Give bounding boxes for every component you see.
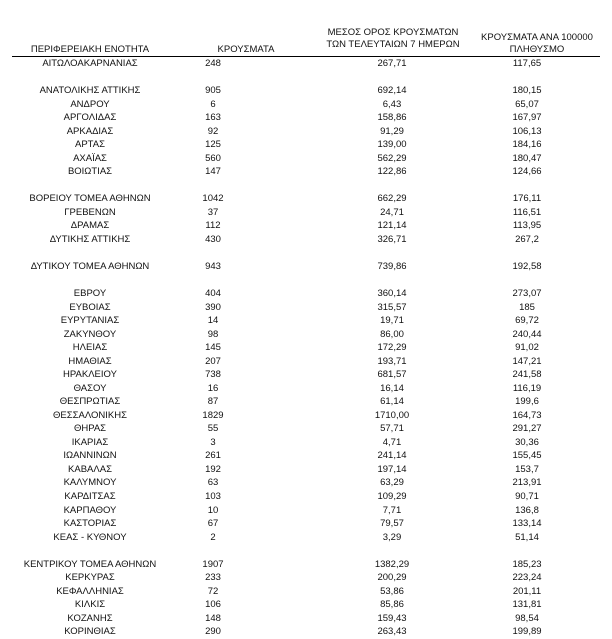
header-avg7-line1: ΜΕΣΟΣ ΟΡΟΣ ΚΡΟΥΣΜΑΤΩΝ [327, 27, 459, 38]
avg7-cell: 24,71 [380, 206, 404, 218]
region-cell: ΔΥΤΙΚΟΥ ΤΟΜΕΑ ΑΘΗΝΩΝ [30, 260, 150, 272]
header-avg7 [318, 27, 468, 51]
header-region: ΠΕΡΙΦΕΡΕΙΑΚΗ ΕΝΟΤΗΤΑ [30, 44, 150, 55]
table-row [0, 98, 612, 112]
avg7-cell: 172,29 [377, 342, 407, 354]
avg7-cell: 4,71 [382, 436, 402, 448]
cases-cell: 261 [205, 450, 221, 462]
per100k-cell: 113,95 [512, 220, 542, 232]
header-avg7-line2: ΤΩΝ ΤΕΛΕΥΤΑΙΩΝ 7 ΗΜΕΡΩΝ [326, 39, 460, 50]
avg7-cell: 63,29 [380, 477, 404, 489]
avg7-cell: 6,43 [382, 98, 402, 110]
cases-cell: 390 [205, 301, 221, 313]
table-row [0, 301, 612, 315]
region-cell: ΕΥΒΟΙΑΣ [69, 301, 111, 313]
per100k-cell: 291,27 [512, 423, 542, 435]
region-cell: ΑΡΚΑΔΙΑΣ [66, 125, 114, 137]
avg7-cell: 7,71 [382, 504, 402, 516]
header-per100k-line2: ΠΛΗΘΥΣΜΟ [509, 44, 565, 55]
avg7-cell: 197,14 [377, 463, 407, 475]
region-cell: ΚΟΖΑΝΗΣ [67, 612, 113, 624]
cases-cell: 163 [205, 112, 221, 124]
avg7-cell: 1710,00 [374, 409, 410, 421]
table-spacer-row [0, 71, 612, 85]
region-cell: ΚΟΡΙΝΘΙΑΣ [64, 626, 116, 638]
per100k-cell: 136,8 [515, 504, 539, 516]
avg7-cell: 739,86 [377, 260, 407, 272]
avg7-cell: 3,29 [382, 531, 402, 543]
table-row [0, 504, 612, 518]
per100k-cell: 184,16 [512, 139, 542, 151]
region-cell: ΑΝΑΤΟΛΙΚΗΣ ΑΤΤΙΚΗΣ [39, 85, 141, 97]
cases-cell: 290 [205, 626, 221, 638]
per100k-cell: 51,14 [515, 531, 539, 543]
cases-cell: 55 [207, 423, 219, 435]
table-row [0, 598, 612, 612]
per100k-cell: 176,11 [512, 193, 542, 205]
per100k-cell: 213,91 [512, 477, 542, 489]
cases-cell: 112 [205, 220, 221, 232]
avg7-cell: 79,57 [380, 518, 404, 530]
table-row [0, 125, 612, 139]
table-spacer-row [0, 246, 612, 260]
table-row [0, 531, 612, 545]
per100k-cell: 155,45 [512, 450, 542, 462]
table-row [0, 422, 612, 436]
avg7-cell: 193,71 [377, 355, 407, 367]
avg7-cell: 86,00 [380, 328, 404, 340]
table-row [0, 395, 612, 409]
avg7-cell: 263,43 [377, 626, 407, 638]
table-row [0, 382, 612, 396]
table-row [0, 558, 612, 572]
avg7-cell: 85,86 [380, 599, 404, 611]
per100k-cell: 147,21 [512, 355, 542, 367]
table-row [0, 84, 612, 98]
cases-cell: 72 [207, 585, 219, 597]
table-row [0, 476, 612, 490]
per100k-cell: 201,11 [512, 585, 542, 597]
cases-cell: 106 [205, 599, 221, 611]
region-cell: ΕΒΡΟΥ [73, 288, 107, 300]
cases-cell: 404 [205, 288, 221, 300]
cases-cell: 147 [205, 166, 221, 178]
per100k-cell: 116,51 [512, 206, 542, 218]
per100k-cell: 240,44 [512, 328, 542, 340]
table-row [0, 314, 612, 328]
region-cell: ΓΡΕΒΕΝΩΝ [64, 206, 116, 218]
cases-cell: 6 [210, 98, 216, 110]
cases-cell: 10 [207, 504, 219, 516]
per100k-cell: 90,71 [515, 491, 539, 502]
table-row [0, 436, 612, 450]
table-row [0, 111, 612, 125]
avg7-cell: 121,14 [377, 220, 407, 232]
cases-cell: 14 [207, 315, 219, 327]
per100k-cell: 199,6 [515, 396, 539, 408]
per100k-cell: 124,66 [512, 166, 542, 178]
avg7-cell: 122,86 [377, 166, 407, 178]
per100k-cell: 153,7 [515, 463, 539, 475]
per100k-cell: 69,72 [515, 315, 539, 327]
per100k-cell: 116,19 [512, 382, 542, 394]
cases-cell: 430 [205, 233, 221, 245]
table-row [0, 517, 612, 531]
table-row [0, 152, 612, 166]
cases-cell: 125 [205, 139, 221, 151]
avg7-cell: 109,29 [377, 491, 407, 502]
table-row [0, 219, 612, 233]
region-cell: ΔΡΑΜΑΣ [70, 220, 110, 232]
cases-cell: 1042 [202, 193, 224, 205]
region-cell: ΚΑΡΔΙΤΣΑΣ [64, 491, 116, 502]
cases-cell: 37 [207, 206, 219, 218]
table-row [0, 57, 612, 71]
table-row [0, 571, 612, 585]
region-cell: ΚΙΛΚΙΣ [74, 599, 106, 611]
per100k-cell: 267,2 [515, 233, 539, 245]
table-row [0, 287, 612, 301]
avg7-cell: 1382,29 [374, 558, 410, 570]
avg7-cell: 16,14 [380, 382, 404, 394]
per100k-cell: 30,36 [515, 436, 539, 448]
table-spacer-row [0, 544, 612, 558]
cases-cell: 92 [207, 125, 219, 137]
avg7-cell: 315,57 [377, 301, 407, 313]
avg7-cell: 360,14 [377, 288, 407, 300]
avg7-cell: 692,14 [377, 85, 407, 97]
per100k-cell: 91,02 [515, 342, 539, 354]
table-spacer-row [0, 274, 612, 288]
region-cell: ΑΙΤΩΛΟΑΚΑΡΝΑΝΙΑΣ [42, 58, 138, 69]
region-cell: ΚΕΝΤΡΙΚΟΥ ΤΟΜΕΑ ΑΘΗΝΩΝ [23, 558, 157, 570]
per100k-cell: 185,23 [512, 558, 542, 570]
avg7-cell: 681,57 [377, 369, 407, 381]
region-cell: ΑΡΤΑΣ [75, 139, 105, 151]
table-row [0, 463, 612, 477]
region-cell: ΑΧΑΪΑΣ [73, 152, 107, 164]
cases-cell: 103 [205, 491, 221, 502]
region-cell: ΚΕΦΑΛΛΗΝΙΑΣ [56, 585, 124, 597]
region-cell: ΔΥΤΙΚΗΣ ΑΤΤΙΚΗΣ [49, 233, 131, 245]
avg7-cell: 57,71 [380, 423, 404, 435]
table-row [0, 612, 612, 626]
avg7-cell: 326,71 [377, 233, 407, 245]
cases-cell: 148 [205, 612, 221, 624]
table-row [0, 165, 612, 179]
per100k-cell: 167,97 [512, 112, 542, 124]
table-row [0, 138, 612, 152]
table-row [0, 625, 612, 639]
table-row [0, 233, 612, 247]
per100k-cell: 117,65 [512, 58, 542, 69]
avg7-cell: 139,00 [377, 139, 407, 151]
region-cell: ΚΑΒΑΛΑΣ [68, 463, 112, 475]
per100k-cell: 273,07 [512, 288, 542, 300]
region-cell: ΙΚΑΡΙΑΣ [71, 436, 109, 448]
cases-cell: 207 [205, 355, 221, 367]
table-row [0, 192, 612, 206]
avg7-cell: 91,29 [380, 125, 404, 137]
cases-cell: 248 [205, 58, 221, 69]
cases-cell: 1829 [202, 409, 224, 421]
region-cell: ΘΕΣΣΑΛΟΝΙΚΗΣ [53, 409, 127, 421]
header-cases: ΚΡΟΥΣΜΑΤΑ [217, 44, 275, 55]
region-cell: ΘΗΡΑΣ [73, 423, 107, 435]
region-cell: ΗΛΕΙΑΣ [72, 342, 108, 354]
per100k-cell: 185 [519, 301, 535, 313]
table-row [0, 206, 612, 220]
header-per100k-line1: ΚΡΟΥΣΜΑΤΑ ΑΝΑ 100000 [481, 32, 593, 43]
region-cell: ΒΟΡΕΙΟΥ ΤΟΜΕΑ ΑΘΗΝΩΝ [29, 193, 151, 205]
avg7-cell: 159,43 [377, 612, 407, 624]
per100k-cell: 164,73 [512, 409, 542, 421]
cases-cell: 3 [210, 436, 216, 448]
avg7-cell: 19,71 [380, 315, 404, 327]
table-row [0, 449, 612, 463]
cases-cell: 63 [207, 477, 219, 489]
avg7-cell: 241,14 [377, 450, 407, 462]
per100k-cell: 98,54 [515, 612, 539, 624]
table-row [0, 409, 612, 423]
region-cell: ΘΑΣΟΥ [73, 382, 107, 394]
per100k-cell: 133,14 [512, 518, 542, 530]
cases-cell: 560 [205, 152, 221, 164]
per100k-cell: 131,81 [512, 599, 542, 611]
avg7-cell: 562,29 [377, 152, 407, 164]
cases-cell: 192 [205, 463, 221, 475]
region-cell: ΑΡΓΟΛΙΔΑΣ [63, 112, 117, 124]
per100k-cell: 223,24 [512, 572, 542, 584]
cases-cell: 16 [207, 382, 219, 394]
table-row [0, 260, 612, 274]
avg7-cell: 200,29 [377, 572, 407, 584]
per100k-cell: 180,15 [512, 85, 542, 97]
region-cell: ΚΑΣΤΟΡΙΑΣ [63, 518, 117, 530]
per100k-cell: 180,47 [512, 152, 542, 164]
cases-cell: 87 [207, 396, 219, 408]
region-cell: ΗΡΑΚΛΕΙΟΥ [63, 369, 117, 381]
per100k-cell: 241,58 [512, 369, 542, 381]
avg7-cell: 61,14 [380, 396, 404, 408]
region-cell: ΚΑΛΥΜΝΟΥ [63, 477, 117, 489]
region-cell: ΙΩΑΝΝΙΝΩΝ [63, 450, 117, 462]
avg7-cell: 267,71 [377, 58, 407, 69]
table-row [0, 355, 612, 369]
per100k-cell: 192,58 [512, 260, 542, 272]
region-cell: ΚΕΡΚΥΡΑΣ [65, 572, 115, 584]
cases-cell: 905 [205, 85, 221, 97]
cases-cell: 738 [205, 369, 221, 381]
table-body [0, 57, 612, 639]
cases-cell: 67 [207, 518, 219, 530]
per100k-cell: 106,13 [512, 125, 542, 137]
cases-cell: 943 [205, 260, 221, 272]
region-cell: ΗΜΑΘΙΑΣ [68, 355, 112, 367]
avg7-cell: 158,86 [377, 112, 407, 124]
region-cell: ΚΑΡΠΑΘΟΥ [63, 504, 117, 516]
cases-cell: 233 [205, 572, 221, 584]
table-spacer-row [0, 179, 612, 193]
region-cell: ΑΝΔΡΟΥ [70, 98, 110, 110]
table-row [0, 328, 612, 342]
region-cell: ΘΕΣΠΡΩΤΙΑΣ [59, 396, 121, 408]
header-per100k [462, 32, 612, 56]
cases-cell: 2 [210, 531, 216, 543]
cases-cell: 1907 [202, 558, 224, 570]
table-row [0, 341, 612, 355]
table-row [0, 490, 612, 504]
region-cell: ΖΑΚΥΝΘΟΥ [63, 328, 117, 340]
cases-cell: 98 [207, 328, 219, 340]
cases-cell: 145 [205, 342, 221, 354]
region-cell: ΕΥΡΥΤΑΝΙΑΣ [60, 315, 120, 327]
avg7-cell: 53,86 [380, 585, 404, 597]
table-row [0, 585, 612, 599]
per100k-cell: 65,07 [515, 98, 539, 110]
region-cell: ΒΟΙΩΤΙΑΣ [67, 166, 113, 178]
table-row [0, 368, 612, 382]
region-cell: ΚΕΑΣ - ΚΥΘΝΟΥ [53, 531, 127, 543]
avg7-cell: 662,29 [377, 193, 407, 205]
per100k-cell: 199,89 [512, 626, 542, 638]
